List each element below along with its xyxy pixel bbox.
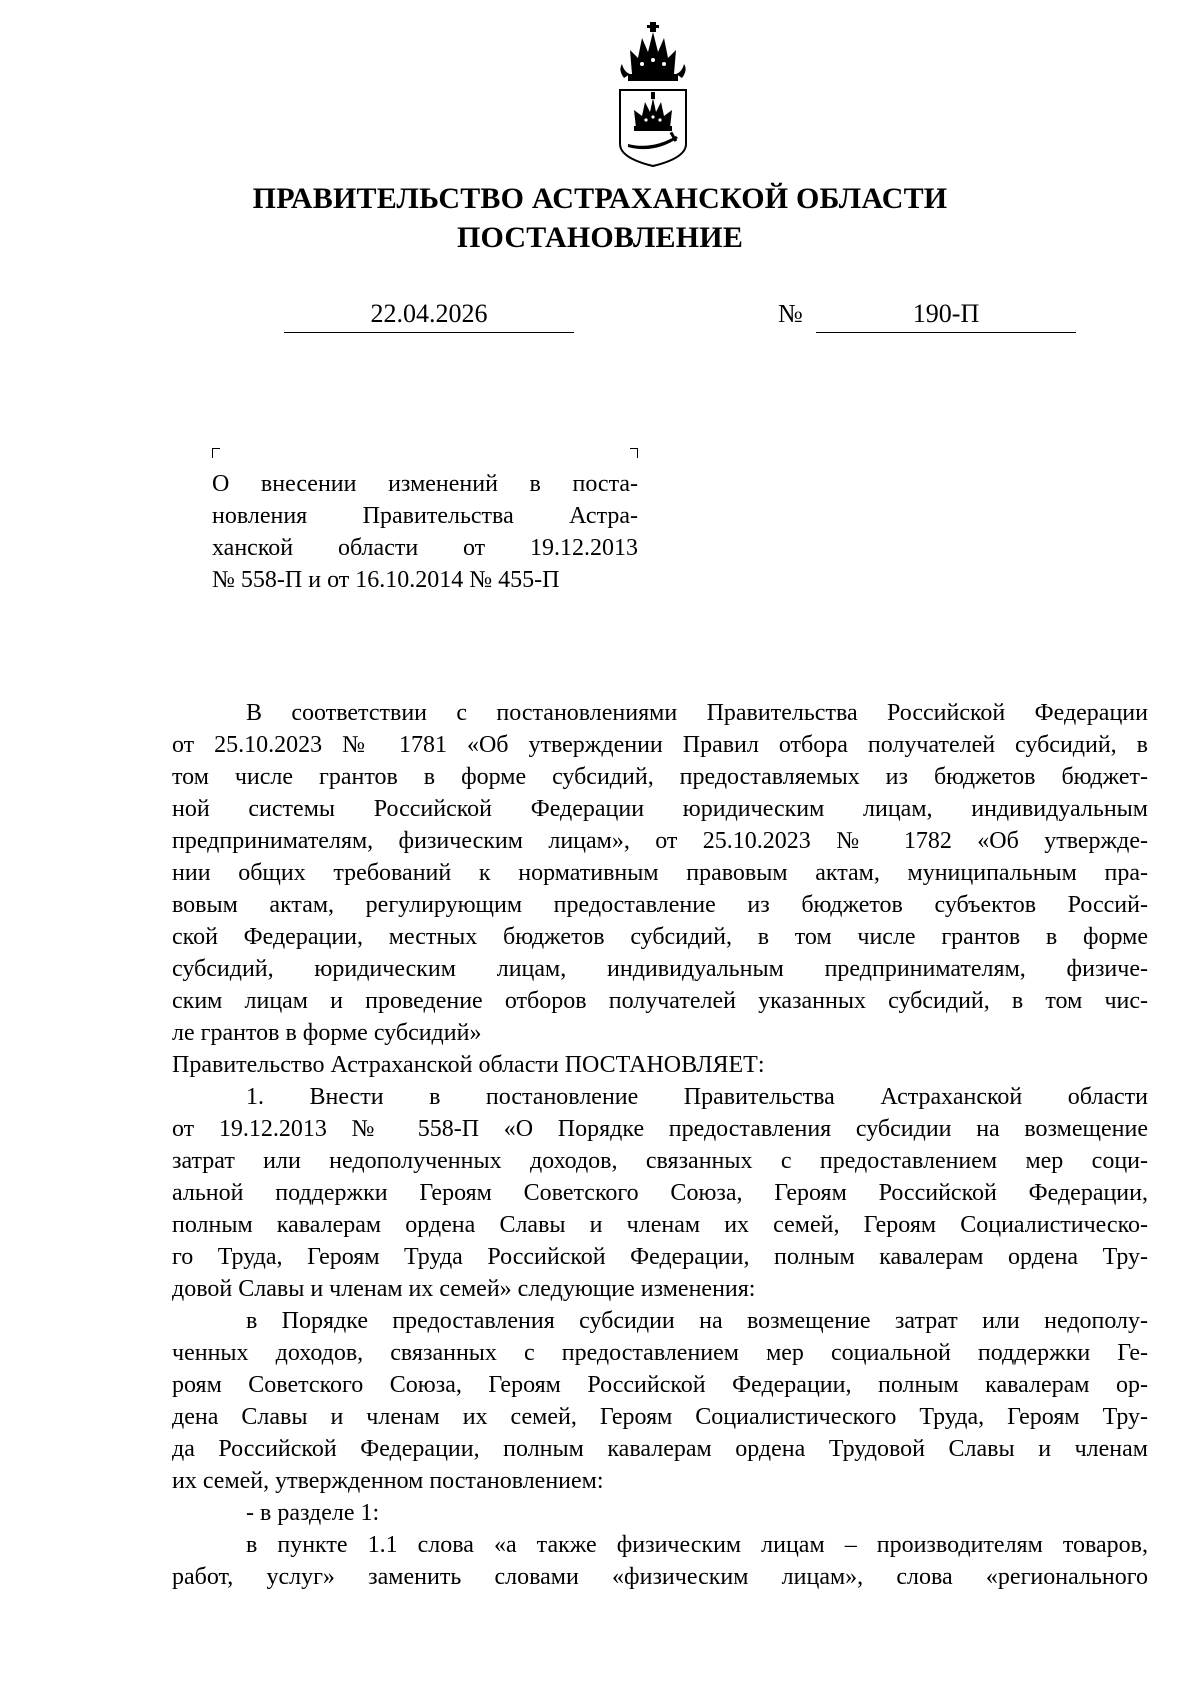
body-line: дена Славы и членам их семей, Героям Социалистического Труда, Героям Тру- xyxy=(172,1404,1148,1430)
body-line: работ, услуг» заменить словами «физическим лицам», слова «регионального xyxy=(172,1564,1148,1590)
number-sign: № xyxy=(778,299,803,328)
body-line: ской Федерации, местных бюджетов субсидий, в том числе грантов в форме xyxy=(172,924,1148,950)
subject-corner-right xyxy=(630,448,638,458)
body-line: ченных доходов, связанных с предоставлением мер социальной поддержки Ге- xyxy=(172,1340,1148,1366)
body-line: полным кавалерам ордена Славы и членам их семей, Героям Социалистическо- xyxy=(172,1212,1148,1238)
subject-line: новления Правительства Астра- xyxy=(212,503,638,529)
body-line: том числе грантов в форме субсидий, предоставляемых из бюджетов бюджет- xyxy=(172,764,1148,790)
document-type-title: ПОСТАНОВЛЕНИЕ xyxy=(456,221,744,254)
body-line: вовым актам, регулирующим предоставление из бюджетов субъектов Россий- xyxy=(172,892,1148,918)
body-line: ле грантов в форме субсидий» xyxy=(172,1020,482,1046)
body-line: в Порядке предоставления субсидии на возмещение затрат или недополу- xyxy=(246,1308,1148,1334)
body-line: нии общих требований к нормативным правовым актам, муниципальным пра- xyxy=(172,860,1148,886)
subject-line: О внесении изменений в поста- xyxy=(212,471,638,497)
body-line: от 19.12.2013 № 558-П «О Порядке предоставления субсидии на возмещение xyxy=(172,1116,1148,1142)
body-line: субсидий, юридическим лицам, индивидуальным предпринимателям, физиче- xyxy=(172,956,1148,982)
body-line: Правительство Астраханской области ПОСТАНОВЛЯЕТ: xyxy=(172,1052,765,1078)
body-line: их семей, утвержденном постановлением: xyxy=(172,1468,604,1494)
subject-line: № 558-П и от 16.10.2014 № 455-П xyxy=(212,567,560,593)
document-body xyxy=(172,698,1148,1594)
body-line: ной системы Российской Федерации юридическим лицам, индивидуальным xyxy=(172,796,1148,822)
body-line: альной поддержки Героям Советского Союза, Героям Российской Федерации, xyxy=(172,1180,1148,1206)
body-line: В соответствии с постановлениями Правительства Российской Федерации xyxy=(246,700,1148,726)
body-line: го Труда, Героям Труда Российской Федерации, полным кавалерам ордена Тру- xyxy=(172,1244,1148,1270)
body-line: - в разделе 1: xyxy=(246,1500,380,1526)
body-line: в пункте 1.1 слова «а также физическим лицам – производителям товаров, xyxy=(246,1532,1148,1558)
subject-text xyxy=(212,468,638,596)
body-line: да Российской Федерации, полным кавалерам ордена Трудовой Славы и членам xyxy=(172,1436,1148,1462)
body-line: 1. Внести в постановление Правительства Астраханской области xyxy=(246,1084,1148,1110)
subject-line: ханской области от 19.12.2013 xyxy=(212,535,638,561)
body-line: роям Советского Союза, Героям Российской Федерации, полным кавалерам ор- xyxy=(172,1372,1148,1398)
coat-of-arms-icon xyxy=(612,20,694,168)
body-line: предпринимателям, физическим лицам», от 25.10.2023 № 1782 «Об утвержде- xyxy=(172,828,1148,854)
body-line: от 25.10.2023 № 1781 «Об утверждении Правил отбора получателей субсидий, в xyxy=(172,732,1148,758)
body-line: довой Славы и членам их семей» следующие изменения: xyxy=(172,1276,756,1302)
subject-corner-left xyxy=(212,448,220,458)
organization-title: ПРАВИТЕЛЬСТВО АСТРАХАНСКОЙ ОБЛАСТИ xyxy=(252,182,948,215)
body-line: ским лицам и проведение отборов получателей указанных субсидий, в том чис- xyxy=(172,988,1148,1014)
body-line: затрат или недополученных доходов, связанных с предоставлением мер соци- xyxy=(172,1148,1148,1174)
document-number: 190-П xyxy=(816,298,1076,333)
document-date: 22.04.2026 xyxy=(284,298,574,333)
